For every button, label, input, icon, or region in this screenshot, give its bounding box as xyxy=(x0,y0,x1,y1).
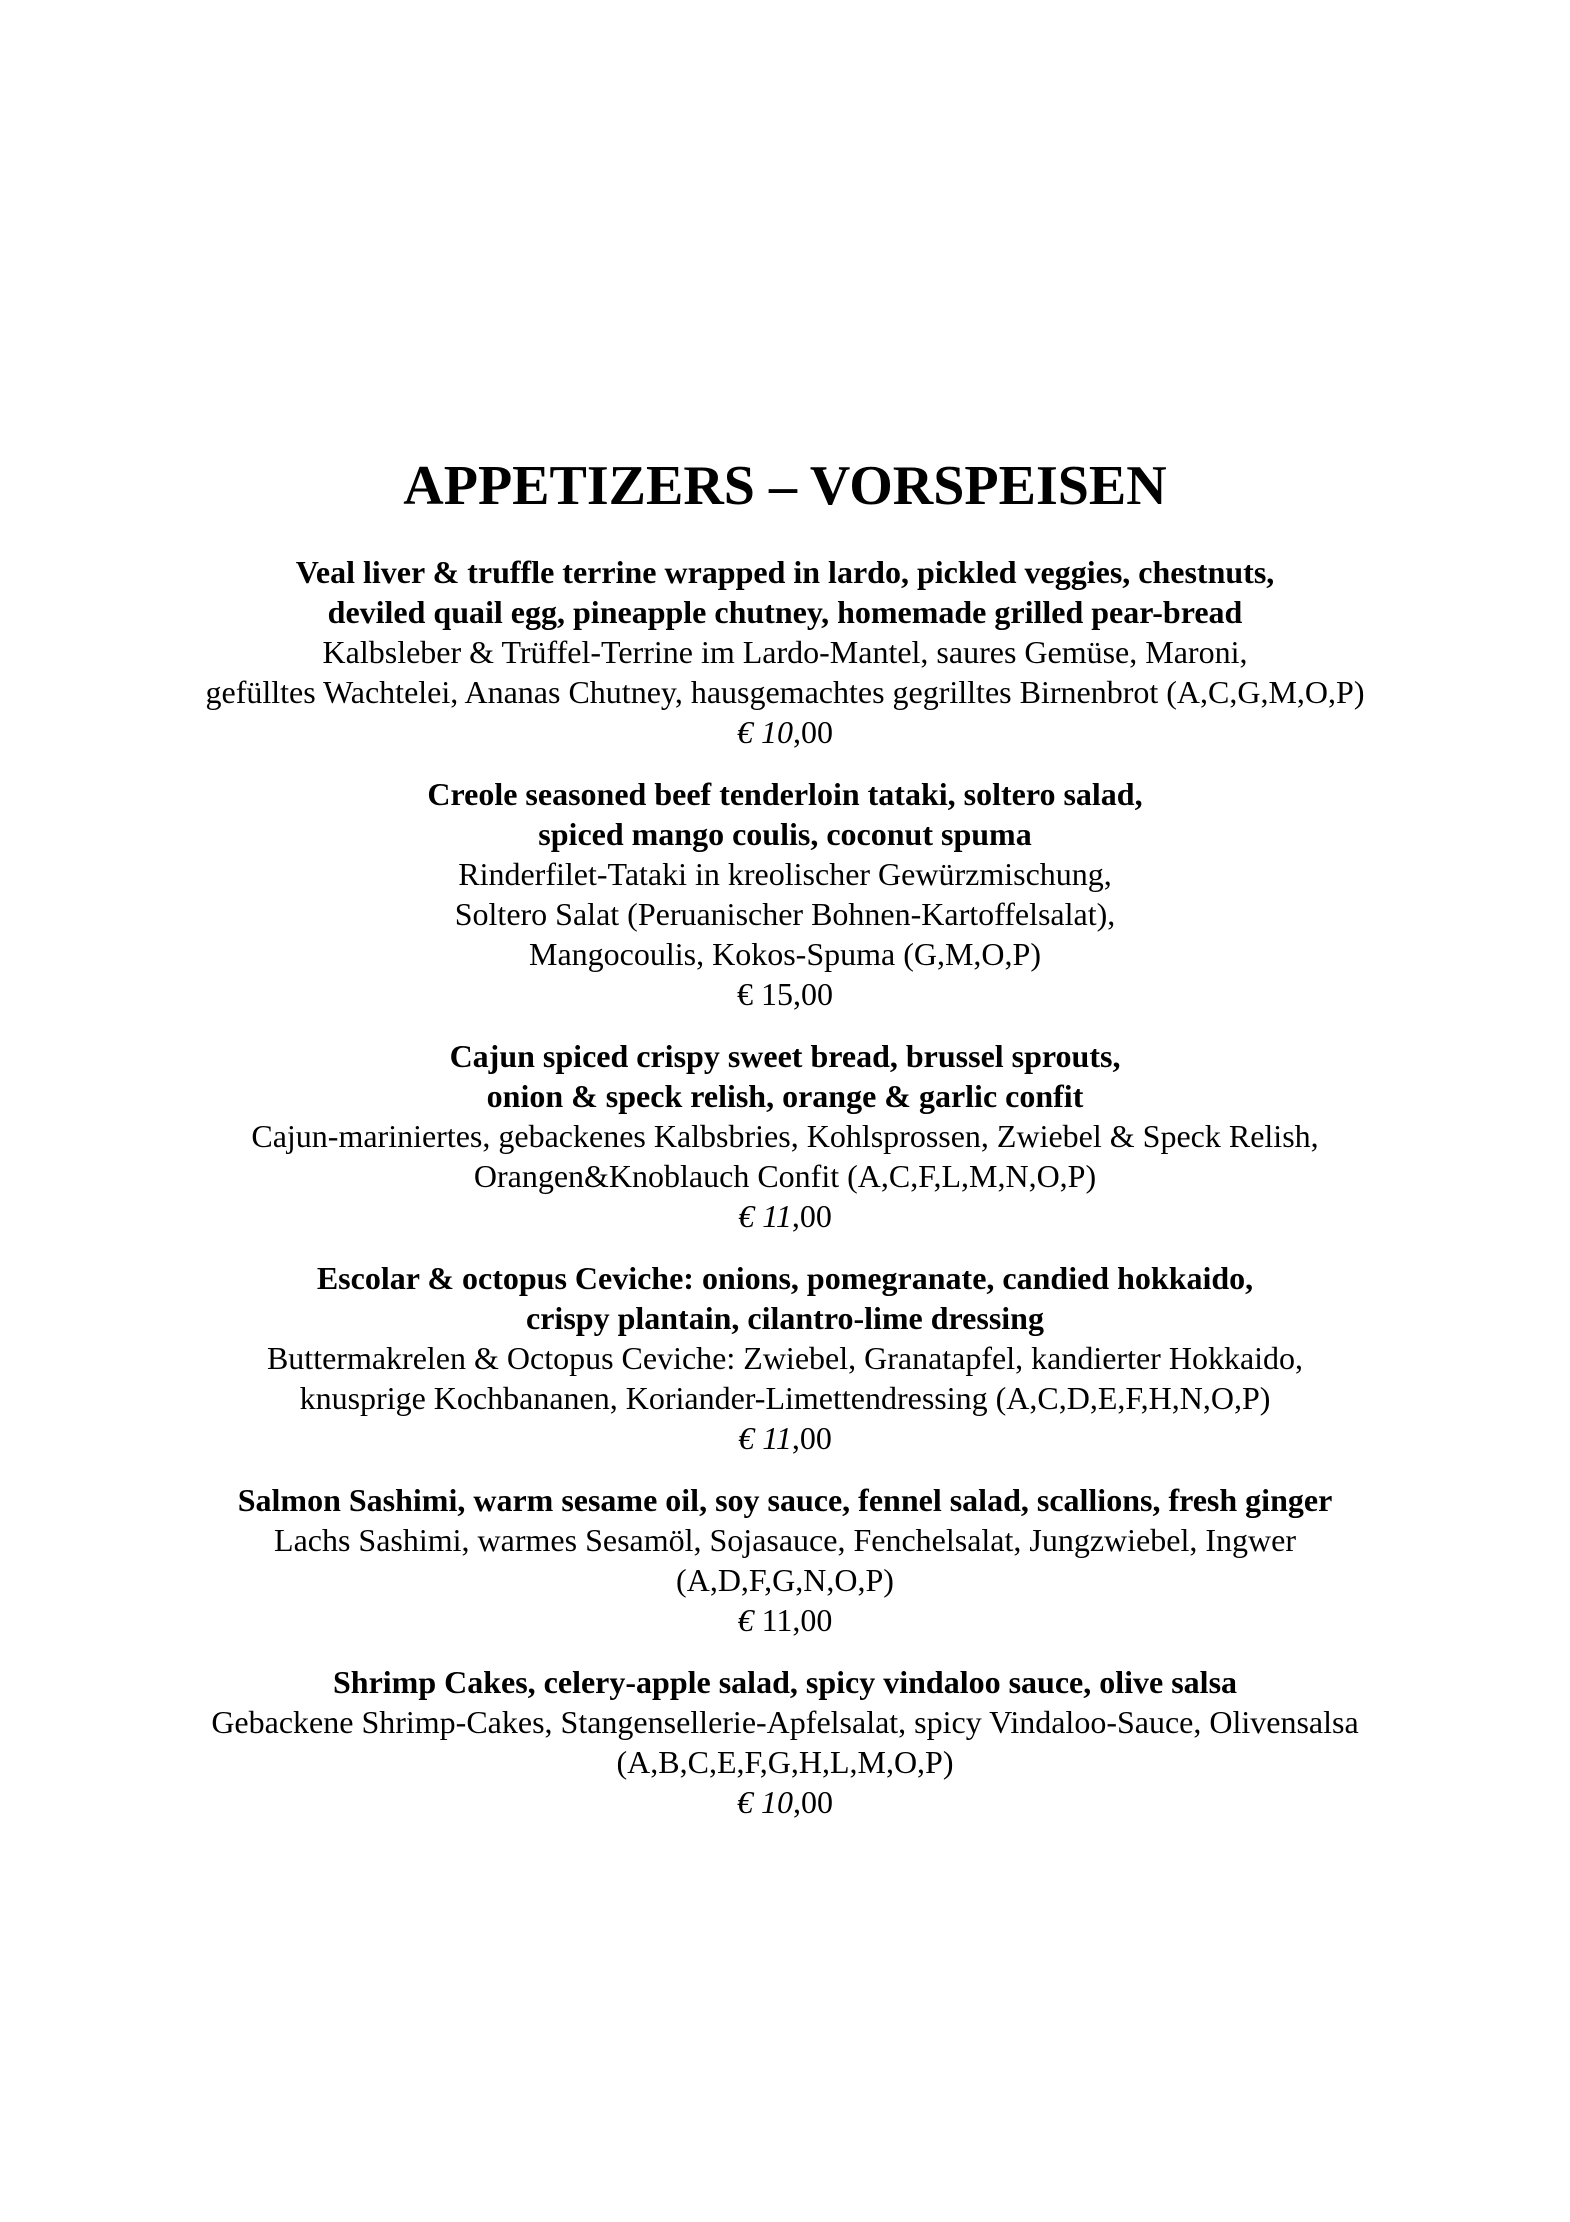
item-german-line: Orangen&Knoblauch Confit (A,C,F,L,M,N,O,P) xyxy=(473,1158,1097,1194)
item-german-line: Buttermakrelen & Octopus Ceviche: Zwiebel, Granatapfel, kandierter Hokkaido, xyxy=(266,1340,1304,1376)
item-english-line: deviled quail egg, pineapple chutney, homemade grilled pear-bread xyxy=(327,594,1243,630)
item-english-line: onion & speck relish, orange & garlic confit xyxy=(486,1078,1084,1114)
item-english-line: crispy plantain, cilantro-lime dressing xyxy=(526,1300,1044,1336)
price-decimal: ,00 xyxy=(791,1420,832,1456)
item-german-line: Soltero Salat (Peruanischer Bohnen-Kartoffelsalat), xyxy=(454,896,1116,932)
item-german-line: Mangocoulis, Kokos-Spuma (G,M,O,P) xyxy=(529,936,1041,972)
price-currency: € xyxy=(737,714,753,750)
menu-item xyxy=(0,1662,1570,1822)
item-english-line: Veal liver & truffle terrine wrapped in lardo, pickled veggies, chestnuts, xyxy=(295,554,1275,590)
item-german-line: Lachs Sashimi, warmes Sesamöl, Sojasauce, Fenchelsalat, Jungzwiebel, Ingwer xyxy=(274,1522,1296,1558)
menu-item xyxy=(0,1036,1570,1236)
item-german-line: Gebackene Shrimp-Cakes, Stangensellerie-Apfelsalat, spicy Vindaloo-Sauce, Olivensalsa xyxy=(211,1704,1359,1740)
price-integer: 11 xyxy=(762,1198,792,1234)
price-decimal: ,00 xyxy=(793,976,833,1012)
item-english-line: Shrimp Cakes, celery-apple salad, spicy vindaloo sauce, olive salsa xyxy=(332,1664,1238,1700)
menu-item xyxy=(0,552,1570,752)
price-integer: 10 xyxy=(761,1784,793,1820)
price-currency: € xyxy=(737,1602,754,1638)
item-price xyxy=(0,1600,1570,1640)
item-german-line: (A,B,C,E,F,G,H,L,M,O,P) xyxy=(616,1744,954,1780)
price-integer: 11 xyxy=(762,1420,792,1456)
item-english-line: Cajun spiced crispy sweet bread, brussel sprouts, xyxy=(449,1038,1121,1074)
item-english-line: Creole seasoned beef tenderloin tataki, soltero salad, xyxy=(427,776,1143,812)
item-english-line: spiced mango coulis, coconut spuma xyxy=(538,816,1032,852)
menu-item xyxy=(0,774,1570,1014)
item-price xyxy=(0,974,1570,1014)
item-german-line: Kalbsleber & Trüffel-Terrine im Lardo-Mantel, saures Gemüse, Maroni, xyxy=(322,634,1248,670)
page-title: APPETIZERS – VORSPEISEN xyxy=(403,455,1167,517)
price-decimal: ,00 xyxy=(793,714,833,750)
menu-item xyxy=(0,1480,1570,1640)
menu-item xyxy=(0,1258,1570,1458)
item-price xyxy=(0,1782,1570,1822)
item-german-line: knusprige Kochbananen, Koriander-Limettendressing (A,C,D,E,F,H,N,O,P) xyxy=(299,1380,1271,1416)
price-integer: 15 xyxy=(761,976,793,1012)
item-german-line: Cajun-mariniertes, gebackenes Kalbsbries, Kohlsprossen, Zwiebel & Speck Relish, xyxy=(251,1118,1319,1154)
item-german-line: Rinderfilet-Tataki in kreolischer Gewürzmischung, xyxy=(458,856,1112,892)
price-currency: € xyxy=(737,976,753,1012)
item-english-line: Escolar & octopus Ceviche: onions, pomegranate, candied hokkaido, xyxy=(316,1260,1254,1296)
price-currency: € xyxy=(737,1784,753,1820)
price-decimal: ,00 xyxy=(791,1198,832,1234)
price-decimal: ,00 xyxy=(793,1784,833,1820)
price-decimal: ,00 xyxy=(792,1602,833,1638)
item-price xyxy=(0,1196,1570,1236)
item-german-line: gefülltes Wachtelei, Ananas Chutney, hausgemachtes gegrilltes Birnenbrot (A,C,G,M,O,P) xyxy=(205,674,1365,710)
price-integer: 10 xyxy=(761,714,793,750)
item-english-line: Salmon Sashimi, warm sesame oil, soy sauce, fennel salad, scallions, fresh ginger xyxy=(237,1482,1333,1518)
item-german-line: (A,D,F,G,N,O,P) xyxy=(676,1562,894,1598)
price-currency: € xyxy=(738,1198,755,1234)
menu-list xyxy=(0,552,1570,1844)
item-price xyxy=(0,1418,1570,1458)
item-price xyxy=(0,712,1570,752)
price-currency: € xyxy=(738,1420,755,1456)
price-integer: 11 xyxy=(761,1602,793,1638)
